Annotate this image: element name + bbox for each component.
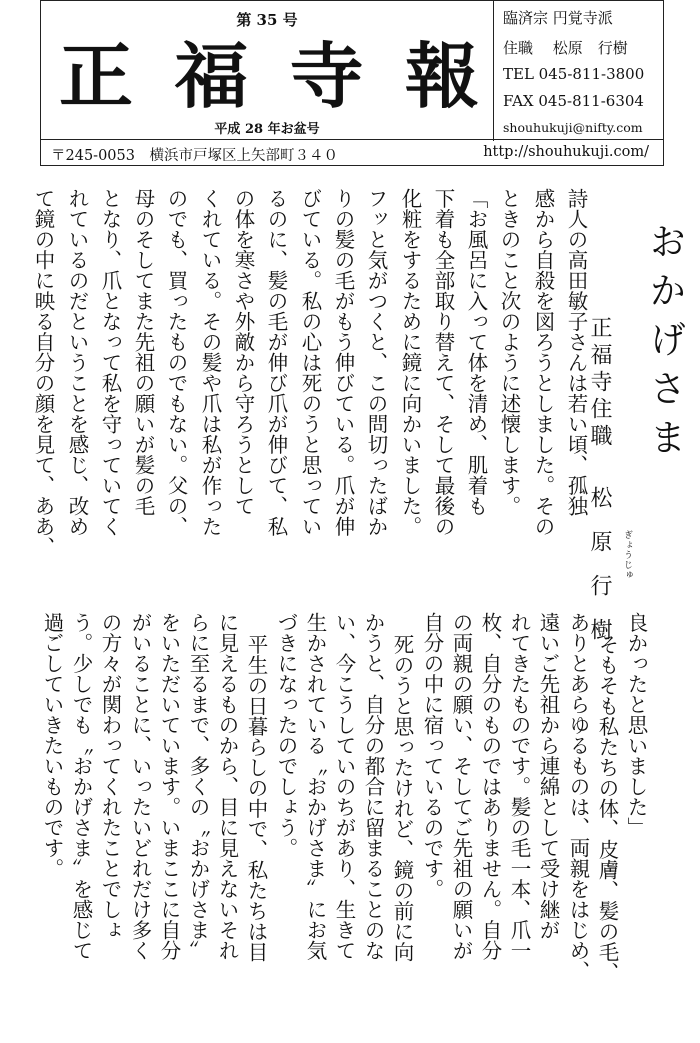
article-column: れてきたものです。髪の毛一本、爪一 <box>507 612 531 961</box>
article-column: ときのこと次のように述懐します。 <box>497 188 521 516</box>
logo-char-2: 福 <box>174 35 249 119</box>
edition-label: 平成 28 年お盆号 <box>214 122 320 137</box>
article-column: りの髪の毛がもう伸びている。爪が伸 <box>331 188 355 537</box>
article-title: おかげさま <box>643 222 686 467</box>
article-column: の体を寒さや外敵から守ろうとして <box>231 188 255 516</box>
article-column: 下着も全部取り替えて、そして最後の <box>431 188 455 537</box>
address-bar <box>40 140 664 166</box>
article-column: らに至るまで、多くの〝おかげさま〟 <box>186 612 210 961</box>
article-column: がいることに、いったいどれだけ多く <box>128 612 152 961</box>
newsletter-logo <box>59 31 479 119</box>
article-column: るのに、髪の毛が伸び爪が伸びて、私 <box>264 188 288 537</box>
logo-char-1: 正 <box>59 35 133 119</box>
contact-info <box>493 1 663 141</box>
article-column: の両親の願い、そしてご先祖の願いが <box>449 612 473 961</box>
article-column: て鏡の中に映る自分の顔を見て、ああ、 <box>31 188 55 557</box>
issue-number: 第 35 号 <box>236 11 298 29</box>
article-column: 母のそしてまた先祖の願いが髪の毛 <box>131 188 155 516</box>
article-column: の方々が関わってくれたことでしょ <box>98 612 122 940</box>
website-link[interactable]: http://shouhukuji.com/ <box>483 144 649 160</box>
byline-name: 松原行樹 <box>587 486 612 662</box>
article-column: 感から自殺を図ろうとしました。その <box>531 188 555 537</box>
masthead-title-block <box>41 1 494 141</box>
phone-number: TEL 045-811-3800 <box>503 65 645 83</box>
sect-name: 臨済宗 円覚寺派 <box>503 9 613 27</box>
article-column: れているのだということを感じ、改め <box>65 188 89 537</box>
postal-address: 〒245-0053 横浜市戸塚区上矢部町３４０ <box>51 148 338 164</box>
article-column: ありとあらゆるものは、両親をはじめ、 <box>566 612 590 981</box>
article-column: 生かされている〝おかげさま〟にお気 <box>303 612 327 961</box>
article-column: となり、爪となって私を守っていてく <box>98 188 122 537</box>
article-column: 過ごしていきたいものです。 <box>40 612 64 879</box>
article-column: に見えるものから、目に見えないそれ <box>215 612 239 961</box>
article-column: 自分の中に宿っているのです。 <box>420 612 444 899</box>
article-column: 枚、自分のものではありません。自分 <box>478 612 502 961</box>
article-column: づきになったのでしょう。 <box>274 612 298 858</box>
byline-role: 正福寺住職 <box>587 316 612 451</box>
article-column: そもそも私たちの体、皮膚、髪の毛、 <box>595 634 619 983</box>
article-column: 死のうと思ったけれど、鏡の前に向 <box>390 634 414 962</box>
article-column: フッと気がつくと、この問切ったばか <box>364 188 388 537</box>
masthead <box>40 0 664 140</box>
fax-number: FAX 045-811-6304 <box>503 92 644 110</box>
article-column: 化粧をするために鏡に向かいました。 <box>398 188 422 537</box>
article-column: かうと、自分の都合に留まることのな <box>361 612 385 961</box>
article-column: い、今こうしていのちがあり、生きて <box>332 612 356 961</box>
article-column: 「お風呂に入って体を清め、肌着も <box>464 188 488 516</box>
logo-char-3: 寺 <box>289 35 364 119</box>
article-column: のでも、買ったものでもない。父の、 <box>164 188 188 537</box>
priest-name: 住職 松原 行樹 <box>503 39 628 57</box>
article-column: 遠いご先祖から連綿として受け継が <box>536 612 560 940</box>
article-column: う。少しでも〝おかげさま〟を感じて <box>69 612 93 961</box>
email-address[interactable]: shouhukuji@nifty.com <box>503 120 643 135</box>
article-column: びている。私の心は死のうと思ってい <box>298 188 322 537</box>
logo-char-4: 報 <box>404 35 479 119</box>
article-column: 詩人の高田敏子さんは若い頃、孤独 <box>564 188 588 516</box>
article-column: 良かったと思いました」 <box>624 612 648 838</box>
article-column: くれている。その髪や爪は私が作った <box>198 188 222 537</box>
name-ruby: ぎょうじゅ <box>622 530 632 580</box>
article-column: をいただいています。いまここに自分 <box>157 612 181 961</box>
article-column: 平生の日暮らしの中で、私たちは目 <box>244 634 268 962</box>
